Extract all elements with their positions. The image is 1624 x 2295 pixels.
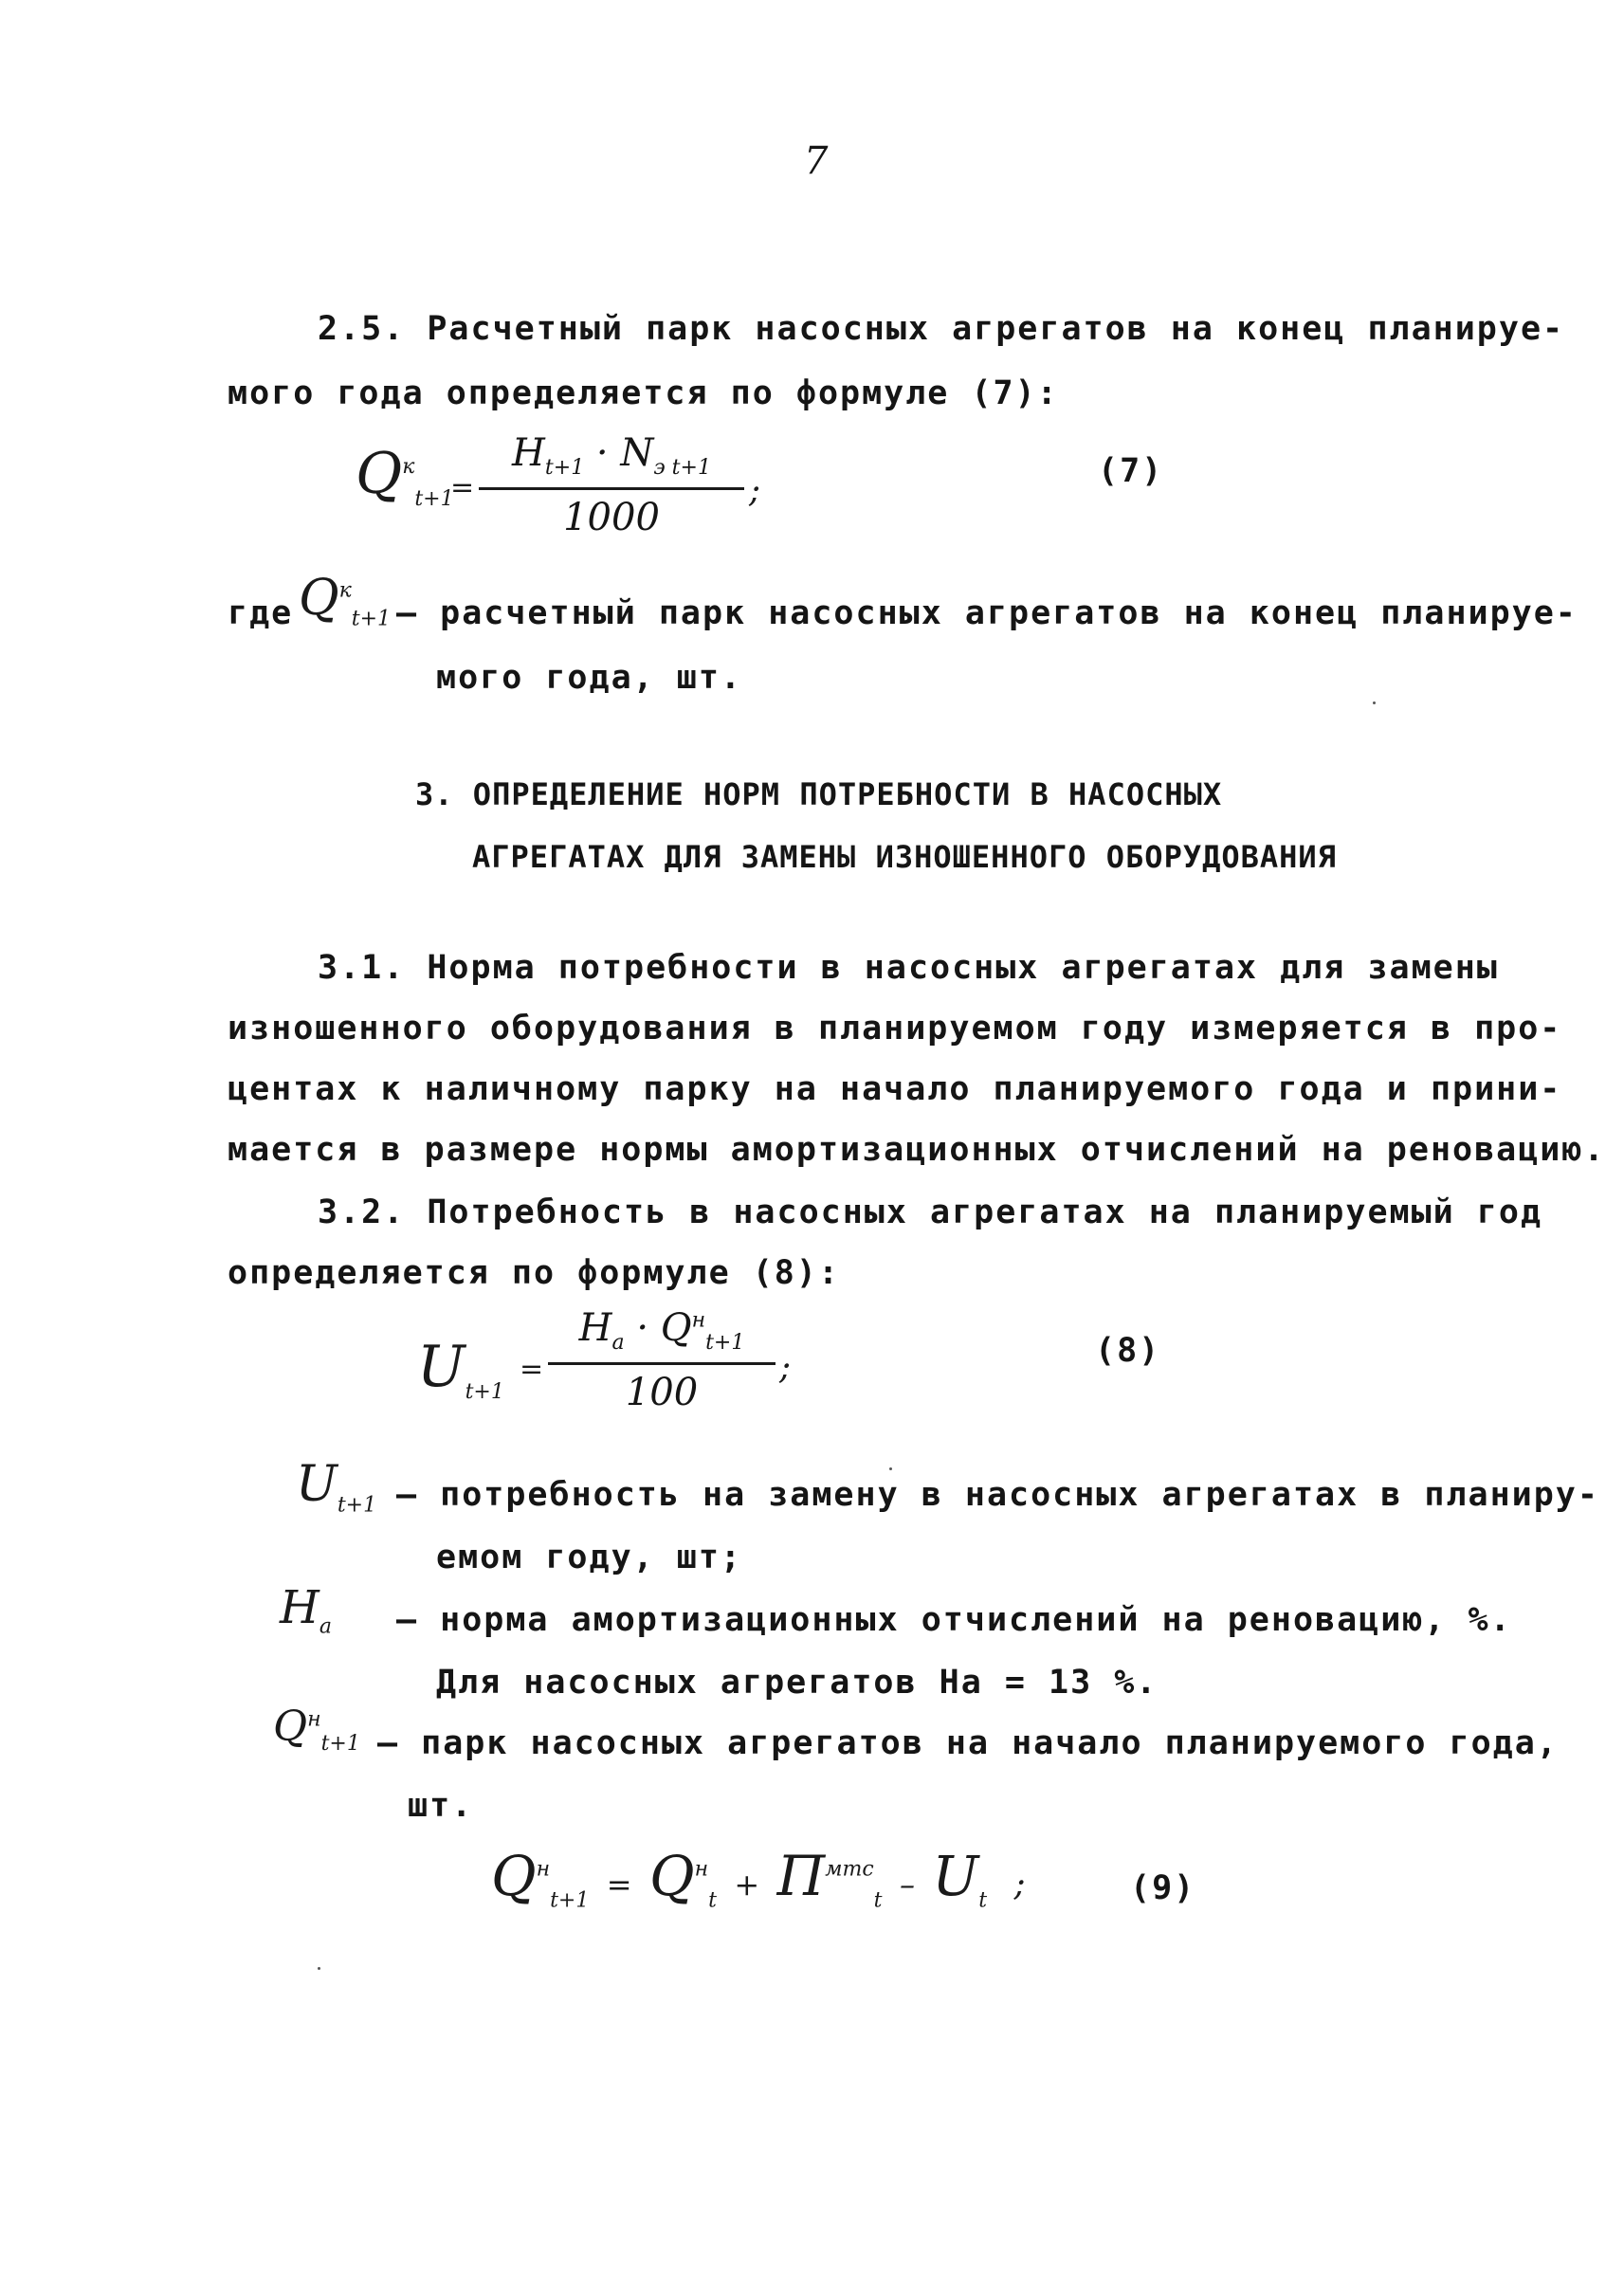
s32-line2: определяется по формуле (8): bbox=[228, 1254, 841, 1292]
section-3-heading-line2: АГРЕГАТАХ ДЛЯ ЗАМЕНЫ ИЗНОШЕННОГО ОБОРУДОВАНИЯ bbox=[472, 839, 1337, 875]
s31-line3: центах к наличному парку на начало планируемого года и прини- bbox=[228, 1070, 1562, 1108]
page-number: 7 bbox=[804, 139, 830, 183]
where-symbol: $Q^к_{t+1}$ bbox=[299, 570, 392, 631]
def-u-symbol: $U_{t+1}$ bbox=[296, 1456, 377, 1518]
def-q-symbol: $Q^н_{t+1}$ bbox=[273, 1703, 360, 1756]
s25-line2: мого года определяется по формуле (7): bbox=[228, 374, 1059, 412]
formula-8-fraction: $H_a \cdot Q^н_{t+1}$ 100 bbox=[548, 1306, 776, 1414]
s25-line1: 2.5. Расчетный парк насосных агрегатов на конец планируе- bbox=[318, 310, 1565, 348]
formula-7-fraction: $H_{t+1} \cdot N_{э t+1}$ 1000 bbox=[479, 431, 744, 539]
def-ha-line2: Для насосных агрегатов Hа = 13 %. bbox=[436, 1664, 1159, 1702]
def-u-line2: емом году, шт; bbox=[436, 1539, 743, 1576]
def-u-line1: – потребность на замену в насосных агрегатах в планиру- bbox=[396, 1476, 1599, 1514]
where-line2: мого года, шт. bbox=[436, 659, 743, 697]
s31-line1: 3.1. Норма потребности в насосных агрегатах для замены bbox=[318, 949, 1499, 987]
where-line1: – расчетный парк насосных агрегатов на конец планируе- bbox=[396, 594, 1578, 632]
formula-7-semicolon: ; bbox=[749, 471, 761, 510]
formula-8-label: (8) bbox=[1095, 1332, 1161, 1370]
scan-speck bbox=[889, 1467, 892, 1470]
formula-9-expression: $Q^н_{t+1} = Q^н_t + П^{мтс}_t - U_t$ ; bbox=[491, 1844, 1026, 1913]
scan-speck bbox=[1373, 701, 1376, 704]
def-ha-line1: – норма амортизационных отчислений на реновацию, %. bbox=[396, 1601, 1512, 1639]
scan-speck bbox=[318, 1967, 320, 1970]
formula-7-label: (7) bbox=[1098, 452, 1164, 490]
s31-line4: мается в размере нормы амортизационных отчислений на реновацию. bbox=[228, 1131, 1606, 1169]
formula-8-equals: = bbox=[520, 1353, 544, 1386]
where-word: где bbox=[228, 594, 294, 632]
s32-line1: 3.2. Потребность в насосных агрегатах на планируемый год bbox=[318, 1193, 1543, 1231]
formula-9-label: (9) bbox=[1130, 1869, 1196, 1907]
formula-7-equals: = bbox=[450, 471, 475, 504]
def-ha-symbol: $H_a$ bbox=[280, 1581, 332, 1639]
formula-8-lhs: $U_{t+1}$ bbox=[417, 1334, 504, 1404]
section-3-heading-line1: 3. ОПРЕДЕЛЕНИЕ НОРМ ПОТРЕБНОСТИ В НАСОСНЫХ bbox=[415, 776, 1223, 812]
formula-7-lhs: $Q^к_{t+1}$ bbox=[356, 441, 454, 511]
s31-line2: изношенного оборудования в планируемом году измеряется в про- bbox=[228, 1010, 1562, 1047]
def-q-line2: шт. bbox=[408, 1787, 474, 1825]
def-q-line1: – парк насосных агрегатов на начало планируемого года, bbox=[377, 1724, 1559, 1762]
formula-8-semicolon: ; bbox=[779, 1348, 792, 1387]
